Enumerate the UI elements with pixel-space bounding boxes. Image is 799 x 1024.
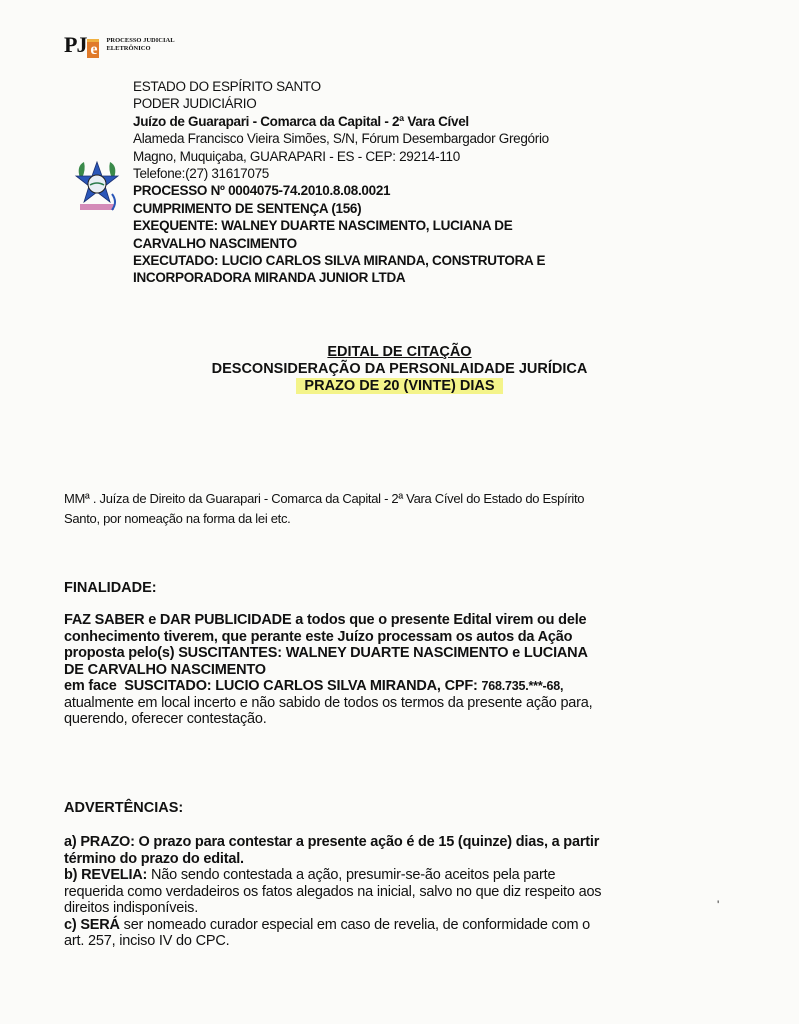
advertencia-b-line-1: Não sendo contestada a ação, presumir-se-ão aceitos pela parte <box>147 867 556 883</box>
advertencia-b-label: b) REVELIA: <box>64 867 148 883</box>
pje-logo-text <box>106 37 174 53</box>
title-subject: DESCONSIDERAÇÃO DA PERSONLAIDADE JURÍDICA <box>211 361 588 377</box>
finalidade-cpf: 768.735.***-68, <box>481 679 564 693</box>
finalidade-paragraph <box>64 612 744 728</box>
advertencia-c-label: c) SERÁ <box>64 916 120 933</box>
stray-mark: ' <box>717 898 720 912</box>
header-court: Juízo de Guarapari - Comarca da Capital - 2ª Vara Cível <box>133 113 469 129</box>
coat-of-arms-icon <box>72 158 122 216</box>
header-phone: Telefone:(27) 31617075 <box>133 166 270 182</box>
advertencia-b-line-2: requerida como verdadeiros os fatos alegados na inicial, salvo no que diz respeito aos <box>64 883 602 900</box>
document-title <box>0 344 799 395</box>
advertencia-a-line-2: término do prazo do edital. <box>64 850 244 867</box>
finalidade-heading: FINALIDADE: <box>64 580 157 596</box>
header-executado-1: EXECUTADO: LUCIO CARLOS SILVA MIRANDA, CONSTRUTORA E <box>133 253 546 269</box>
header-process-class: CUMPRIMENTO DE SENTENÇA (156) <box>133 200 362 216</box>
header-exequente-1: EXEQUENTE: WALNEY DUARTE NASCIMENTO, LUCIANA DE <box>133 218 513 234</box>
advertencia-a-line-1: a) PRAZO: O prazo para contestar a presente ação é de 15 (quinze) dias, a partir <box>64 834 600 850</box>
advertencia-c-line-2: art. 257, inciso IV do CPC. <box>64 933 230 949</box>
header-branch: PODER JUDICIÁRIO <box>133 96 257 112</box>
pje-logo-e: e <box>87 39 99 58</box>
pje-logo-line1: PROCESSO JUDICIAL <box>106 37 175 44</box>
advertencias-heading: ADVERTÊNCIAS: <box>64 800 184 816</box>
pje-logo-line2: ELETRÔNICO <box>106 45 151 52</box>
finalidade-line-3: proposta pelo(s) SUSCITANTES: WALNEY DUARTE NASCIMENTO e LUCIANA <box>64 645 588 661</box>
finalidade-line-6: atualmente em local incerto e não sabido de todos os termos da presente ação para, <box>64 694 593 711</box>
intro-paragraph <box>64 489 744 529</box>
title-deadline-highlight: PRAZO DE 20 (VINTE) DIAS <box>296 378 502 394</box>
intro-line-2: Santo, por nomeação na forma da lei etc. <box>64 511 291 526</box>
finalidade-line-4: DE CARVALHO NASCIMENTO <box>64 661 266 678</box>
advertencia-c-line-1: ser nomeado curador especial em caso de revelia, de conformidade com o <box>119 916 591 933</box>
title-edital: EDITAL DE CITAÇÃO <box>327 344 472 360</box>
advertencias-list <box>64 834 744 950</box>
header-address-1: Alameda Francisco Vieira Simões, S/N, Fórum Desembargador Gregório <box>133 131 549 147</box>
header-address-2: Magno, Muquiçaba, GUARAPARI - ES - CEP: 29214-110 <box>133 148 460 164</box>
header-state: ESTADO DO ESPÍRITO SANTO <box>133 79 321 94</box>
header-exequente-2: CARVALHO NASCIMENTO <box>133 235 297 251</box>
advertencia-b-line-3: direitos indisponíveis. <box>64 900 199 916</box>
finalidade-line-7: querendo, oferecer contestação. <box>64 711 267 727</box>
header-executado-2: INCORPORADORA MIRANDA JUNIOR LTDA <box>133 270 406 286</box>
finalidade-line-1: FAZ SABER e DAR PUBLICIDADE a todos que o presente Edital virem ou dele <box>64 612 587 628</box>
finalidade-line-5: em face SUSCITADO: LUCIO CARLOS SILVA MIRANDA, CPF: <box>64 678 482 694</box>
pje-logo-letters: PJ <box>64 32 87 57</box>
court-header <box>133 78 549 287</box>
pje-logo-mark <box>64 32 99 58</box>
header-process-number: PROCESSO Nº 0004075-74.2010.8.08.0021 <box>133 183 391 199</box>
pje-logo <box>64 32 175 58</box>
intro-line-1: MMª . Juíza de Direito da Guarapari - Comarca da Capital - 2ª Vara Cível do Estado do Espírito <box>64 491 585 506</box>
finalidade-line-2: conhecimento tiverem, que perante este Juízo processam os autos da Ação <box>64 628 573 645</box>
